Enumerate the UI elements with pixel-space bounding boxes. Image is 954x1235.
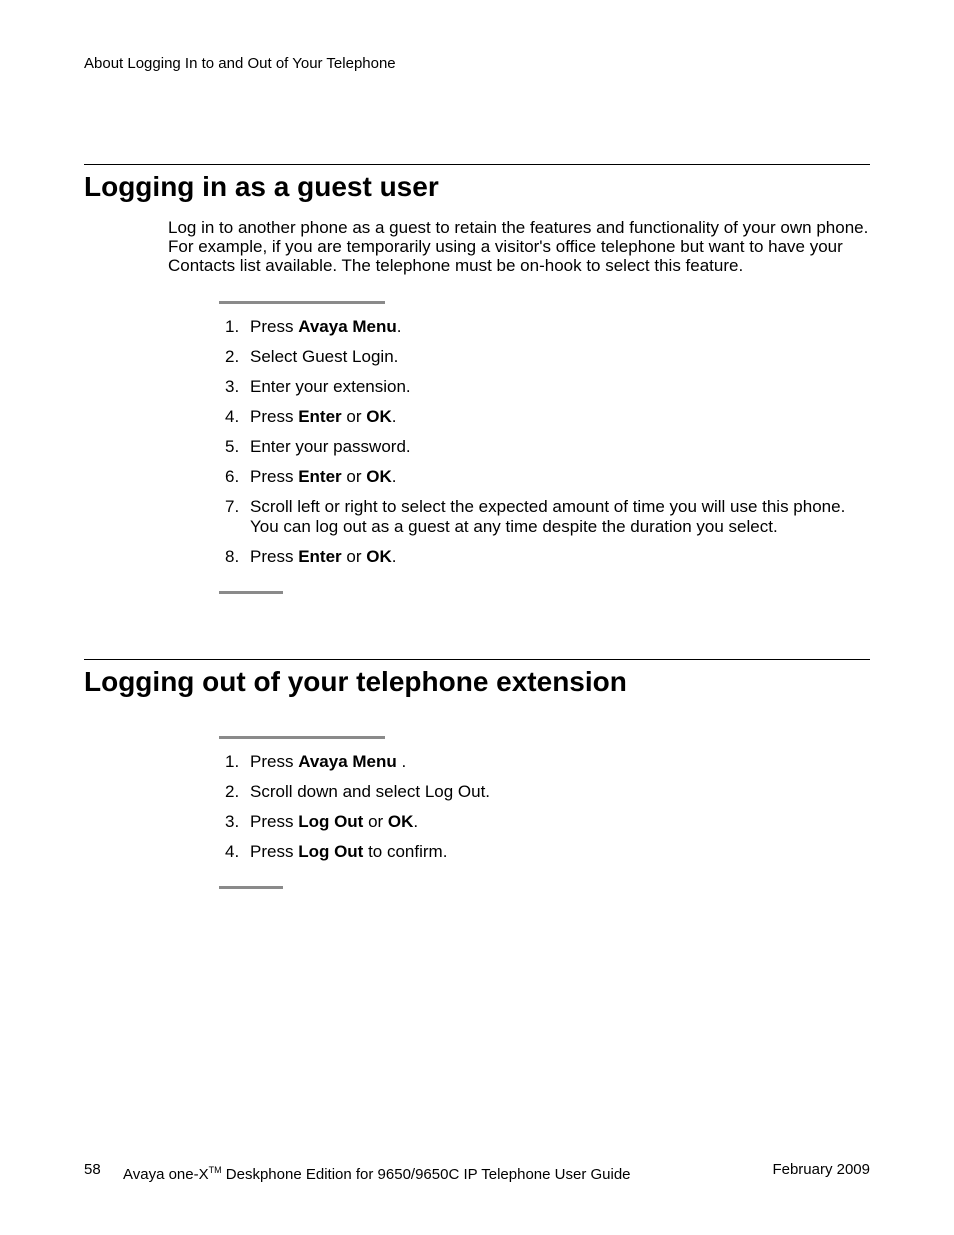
step-number: 6. bbox=[225, 467, 240, 486]
step-text: Press bbox=[250, 812, 299, 831]
procedure-end-bar bbox=[219, 886, 283, 889]
step-text: Press bbox=[250, 407, 299, 426]
procedure-step bbox=[219, 317, 874, 337]
procedure-step bbox=[219, 437, 874, 457]
step-number: 2. bbox=[225, 347, 240, 366]
running-header: About Logging In to and Out of Your Telephone bbox=[84, 55, 396, 72]
step-text: Enter your extension. bbox=[250, 377, 411, 396]
step-text: to confirm. bbox=[363, 842, 448, 861]
step-text: . bbox=[391, 547, 397, 566]
step-text: Press bbox=[250, 317, 299, 336]
step-number: 2. bbox=[225, 782, 240, 801]
step-text: . bbox=[396, 752, 407, 771]
procedure-step bbox=[219, 467, 874, 487]
step-text: Scroll left or right to select the expected amount of time you will use this phone. You can log out as a guest at any time despite the duration you select. bbox=[250, 497, 846, 536]
ui-control-name: OK bbox=[387, 812, 414, 831]
step-number: 8. bbox=[225, 547, 240, 566]
procedure-step bbox=[219, 497, 874, 537]
footer-date: February 2009 bbox=[772, 1161, 870, 1178]
step-text: or bbox=[341, 407, 367, 426]
step-text: . bbox=[391, 467, 397, 486]
section-title-logout: Logging out of your telephone extension bbox=[84, 666, 627, 697]
step-number: 3. bbox=[225, 377, 240, 396]
ui-control-name: Log Out bbox=[298, 842, 364, 861]
procedure-step bbox=[219, 407, 874, 427]
procedure-step bbox=[219, 812, 874, 832]
procedure-end-bar bbox=[219, 591, 283, 594]
step-text: or bbox=[341, 547, 367, 566]
ui-control-name: OK bbox=[366, 547, 392, 566]
section-title-guest-login: Logging in as a guest user bbox=[84, 171, 439, 202]
ui-control-name: Avaya Menu bbox=[298, 317, 397, 336]
section-intro-guest-login: Log in to another phone as a guest to retain the features and functionality of your own phone. For example, if you are temporarily using a visitor's office telephone but want to have your Contacts list available. The telephone must be on-hook to select this feature. bbox=[168, 218, 869, 275]
step-text: Press bbox=[250, 467, 299, 486]
step-text: Scroll down and select Log Out. bbox=[250, 782, 491, 801]
footer-title-brand: Avaya one-X bbox=[123, 1166, 209, 1183]
ui-control-name: Enter bbox=[298, 407, 342, 426]
procedure-step bbox=[219, 547, 874, 567]
procedure-step bbox=[219, 347, 874, 367]
ui-control-name: Log Out bbox=[298, 812, 364, 831]
procedure-step bbox=[219, 752, 874, 772]
step-text: or bbox=[341, 467, 367, 486]
step-text: Enter your password. bbox=[250, 437, 411, 456]
logout-steps bbox=[219, 752, 874, 872]
footer-trademark: TM bbox=[208, 1165, 222, 1175]
step-text: Press bbox=[250, 752, 299, 771]
section-divider bbox=[84, 164, 870, 165]
step-text: Press bbox=[250, 842, 299, 861]
ui-control-name: Enter bbox=[298, 547, 342, 566]
ui-control-name: OK bbox=[366, 467, 392, 486]
footer-title-rest: Deskphone Edition for 9650/9650C IP Telephone User Guide bbox=[221, 1166, 631, 1183]
step-text: . bbox=[391, 407, 397, 426]
procedure-start-bar bbox=[219, 301, 385, 304]
ui-control-name: OK bbox=[366, 407, 392, 426]
procedure-step bbox=[219, 782, 874, 802]
step-number: 4. bbox=[225, 842, 240, 861]
step-number: 4. bbox=[225, 407, 240, 426]
step-number: 5. bbox=[225, 437, 240, 456]
footer-document-title bbox=[123, 1161, 631, 1184]
step-text: or bbox=[363, 812, 388, 831]
step-number: 7. bbox=[225, 497, 240, 516]
procedure-step bbox=[219, 377, 874, 397]
section-divider bbox=[84, 659, 870, 660]
procedure-start-bar bbox=[219, 736, 385, 739]
procedure-step bbox=[219, 842, 874, 862]
guest-login-steps bbox=[219, 317, 874, 577]
step-number: 1. bbox=[225, 317, 240, 336]
step-number: 3. bbox=[225, 812, 240, 831]
ui-control-name: Avaya Menu bbox=[298, 752, 397, 771]
step-text: Select Guest Login. bbox=[250, 347, 399, 366]
step-text: . bbox=[413, 812, 419, 831]
step-number: 1. bbox=[225, 752, 240, 771]
step-text: . bbox=[396, 317, 402, 336]
footer-page-number: 58 bbox=[84, 1161, 101, 1178]
ui-control-name: Enter bbox=[298, 467, 342, 486]
step-text: Press bbox=[250, 547, 299, 566]
